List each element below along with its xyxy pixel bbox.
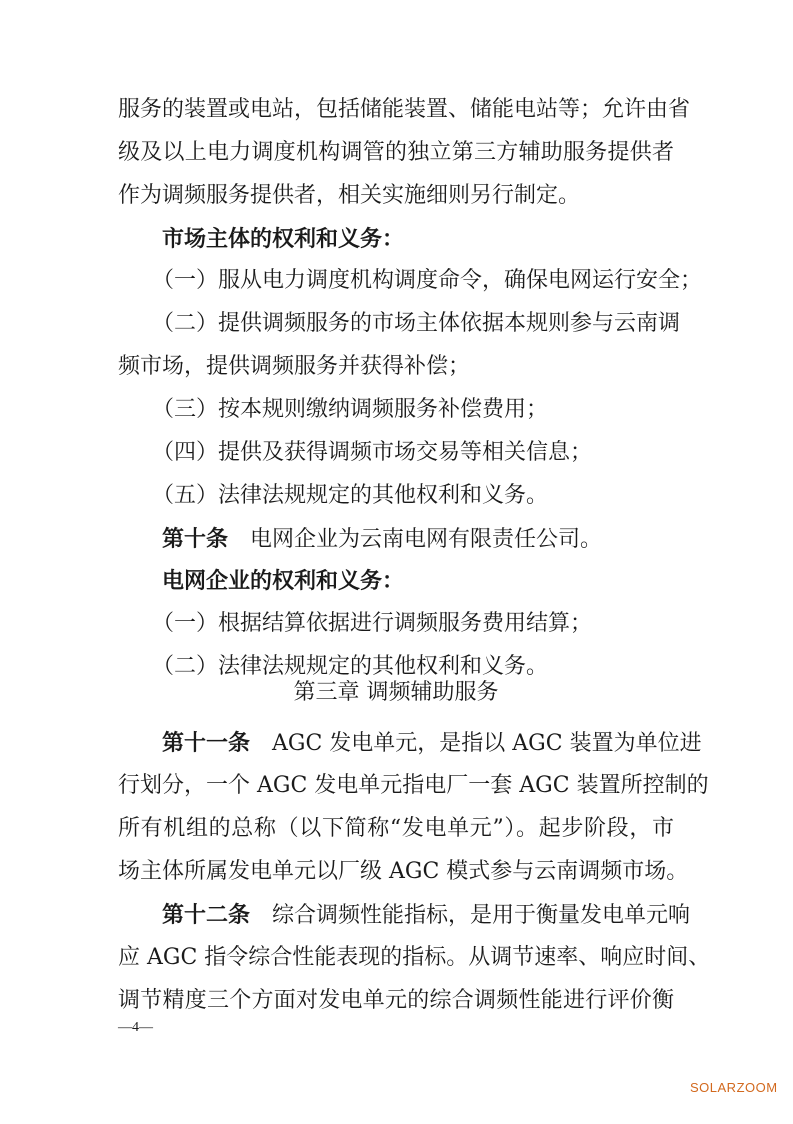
section-heading: 电网企业的权利和义务： bbox=[162, 568, 405, 594]
paragraph-line: 场主体所属发电单元以厂级 AGC 模式参与云南调频市场。 bbox=[118, 859, 689, 884]
article-text: AGC 发电单元，是指以 AGC 装置为单位进 bbox=[272, 731, 702, 756]
list-item: （五）法律法规规定的其他权利和义务。 bbox=[152, 483, 549, 508]
chapter-title: 第三章 调频辅助服务 bbox=[293, 680, 499, 705]
paragraph-line: 作为调频服务提供者，相关实施细则另行制定。 bbox=[118, 183, 581, 208]
paragraph-line: 行划分，一个 AGC 发电单元指电厂一套 AGC 装置所控制的 bbox=[118, 773, 709, 798]
list-item-continuation: 频市场，提供调频服务并获得补偿； bbox=[118, 354, 471, 379]
article-label: 第十二条 bbox=[162, 902, 251, 928]
list-item: （二）提供调频服务的市场主体依据本规则参与云南调 bbox=[152, 311, 681, 336]
list-item: （四）提供及获得调频市场交易等相关信息； bbox=[152, 440, 593, 465]
list-item: （一）服从电力调度机构调度命令，确保电网运行安全； bbox=[152, 268, 703, 293]
article-12 bbox=[162, 900, 691, 930]
article-text: 综合调频性能指标，是用于衡量发电单元响 bbox=[272, 903, 691, 928]
article-text: 电网企业为云南电网有限责任公司。 bbox=[250, 527, 603, 552]
paragraph-line: 调节精度三个方面对发电单元的综合调频性能进行评价衡 bbox=[118, 988, 674, 1013]
list-item: （二）法律法规规定的其他权利和义务。 bbox=[152, 654, 549, 679]
paragraph-line: 所有机组的总称（以下简称“发电单元”）。起步阶段，市 bbox=[118, 816, 674, 841]
article-10 bbox=[162, 524, 674, 554]
paragraph-line: 级及以上电力调度机构调管的独立第三方辅助服务提供者 bbox=[118, 140, 674, 165]
article-label: 第十一条 bbox=[162, 730, 251, 756]
article-11 bbox=[162, 728, 702, 758]
page-number: —4— bbox=[118, 1020, 153, 1035]
watermark-logo: SOLARZOOM bbox=[690, 1080, 778, 1095]
paragraph-line: 服务的装置或电站，包括储能装置、储能电站等；允许由省 bbox=[118, 97, 691, 122]
article-label: 第十条 bbox=[162, 526, 229, 552]
list-item: （一）根据结算依据进行调频服务费用结算； bbox=[152, 611, 593, 636]
list-item: （三）按本规则缴纳调频服务补偿费用； bbox=[152, 397, 549, 422]
section-heading: 市场主体的权利和义务： bbox=[162, 226, 405, 252]
paragraph-line: 应 AGC 指令综合性能表现的指标。从调节速率、响应时间、 bbox=[118, 945, 711, 970]
